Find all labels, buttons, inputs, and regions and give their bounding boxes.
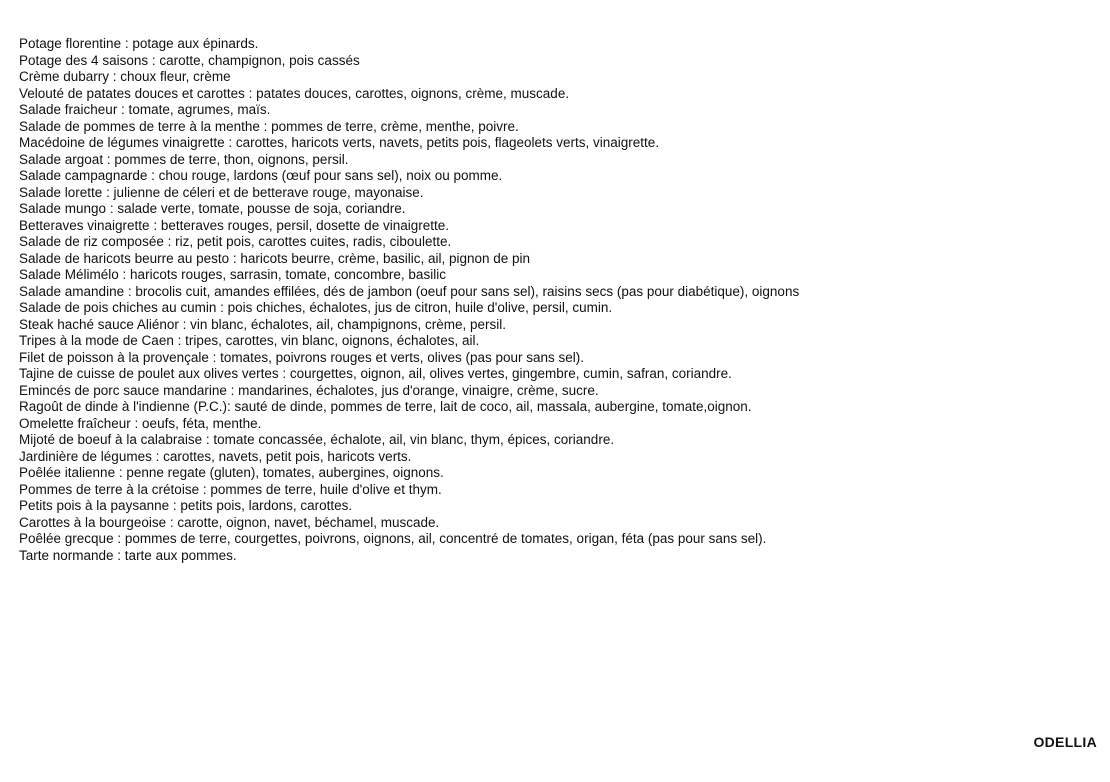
dish-item: Potage des 4 saisons : carotte, champignon, pois cassés [19, 52, 360, 68]
dish-item: Pommes de terre à la crétoise : pommes de terre, huile d'olive et thym. [19, 481, 442, 497]
dish-item: Salade de pommes de terre à la menthe : pommes de terre, crème, menthe, poivre. [19, 118, 519, 134]
dish-item: Crème dubarry : choux fleur, crème [19, 69, 231, 84]
dish-item: Filet de poisson à la provençale : tomates, poivrons rouges et verts, olives (pas pour sans sel). [19, 349, 585, 365]
dish-item: Tarte normande : tarte aux pommes. [19, 547, 237, 563]
dish-item: Salade de haricots beurre au pesto : haricots beurre, crème, basilic, ail, pignon de pin [19, 250, 531, 266]
dish-item: Salade Mélimélo : haricots rouges, sarrasin, tomate, concombre, basilic [19, 267, 446, 282]
dish-item: Poêlée grecque : pommes de terre, courgettes, poivrons, oignons, ail, concentré de tomates, origan, féta (pas pour sans sel). [19, 531, 767, 546]
dish-item: Petits pois à la paysanne : petits pois, lardons, carottes. [19, 498, 353, 513]
dish-item: Salade de pois chiches au cumin : pois chiches, échalotes, jus de citron, huile d'olive, persil, cumin. [19, 300, 613, 315]
dish-item: Betteraves vinaigrette : betteraves rouges, persil, dosette de vinaigrette. [19, 217, 449, 233]
dish-item: Velouté de patates douces et carottes : patates douces, carottes, oignons, crème, muscade. [19, 85, 570, 101]
dish-item: Macédoine de légumes vinaigrette : carottes, haricots verts, navets, petits pois, flageolets verts, vinaigrette. [19, 135, 660, 150]
brand-name: ODELLIA [1033, 734, 1097, 750]
dish-item: Steak haché sauce Aliénor : vin blanc, échalotes, ail, champignons, crème, persil. [19, 316, 507, 332]
dish-item: Jardinière de légumes : carottes, navets, petit pois, haricots verts. [19, 448, 412, 464]
dish-item: Poêlée italienne : penne regate (gluten), tomates, aubergines, oignons. [19, 465, 444, 480]
dish-item: Mijoté de boeuf à la calabraise : tomate concassée, échalote, ail, vin blanc, thym, épices, coriandre. [19, 432, 615, 447]
dish-item: Ragoût de dinde à l'indienne (P.C.): sauté de dinde, pommes de terre, lait de coco, ail, massala, aubergine, tomate,oignon. [19, 399, 752, 414]
dish-item: Potage florentine : potage aux épinards. [19, 36, 259, 51]
dish-item: Omelette fraîcheur : oeufs, féta, menthe. [19, 415, 262, 431]
dish-item: Salade argoat : pommes de terre, thon, oignons, persil. [19, 151, 349, 167]
dish-item: Tripes à la mode de Caen : tripes, carottes, vin blanc, oignons, échalotes, ail. [19, 333, 480, 348]
dish-item: Salade lorette : julienne de céleri et de betterave rouge, mayonaise. [19, 184, 424, 200]
dish-item: Salade de riz composée : riz, petit pois, carottes cuites, radis, ciboulette. [19, 234, 452, 249]
dish-item: Carottes à la bourgeoise : carotte, oignon, navet, béchamel, muscade. [19, 514, 440, 530]
dish-item: Tajine de cuisse de poulet aux olives vertes : courgettes, oignon, ail, olives vertes, gingembre, cumin, safran, coriandre. [19, 366, 732, 381]
dish-item: Salade campagnarde : chou rouge, lardons (œuf pour sans sel), noix ou pomme. [19, 168, 503, 183]
dish-item: Emincés de porc sauce mandarine : mandarines, échalotes, jus d'orange, vinaigre, crème, sucre. [19, 382, 599, 398]
dish-item: Salade fraicheur : tomate, agrumes, maïs. [19, 102, 271, 117]
dish-list [19, 36, 1099, 564]
dish-item: Salade amandine : brocolis cuit, amandes effilées, dés de jambon (oeuf pour sans sel), raisins secs (pas pour diabétique), oignons [19, 283, 800, 299]
dish-item: Salade mungo : salade verte, tomate, pousse de soja, coriandre. [19, 201, 406, 216]
